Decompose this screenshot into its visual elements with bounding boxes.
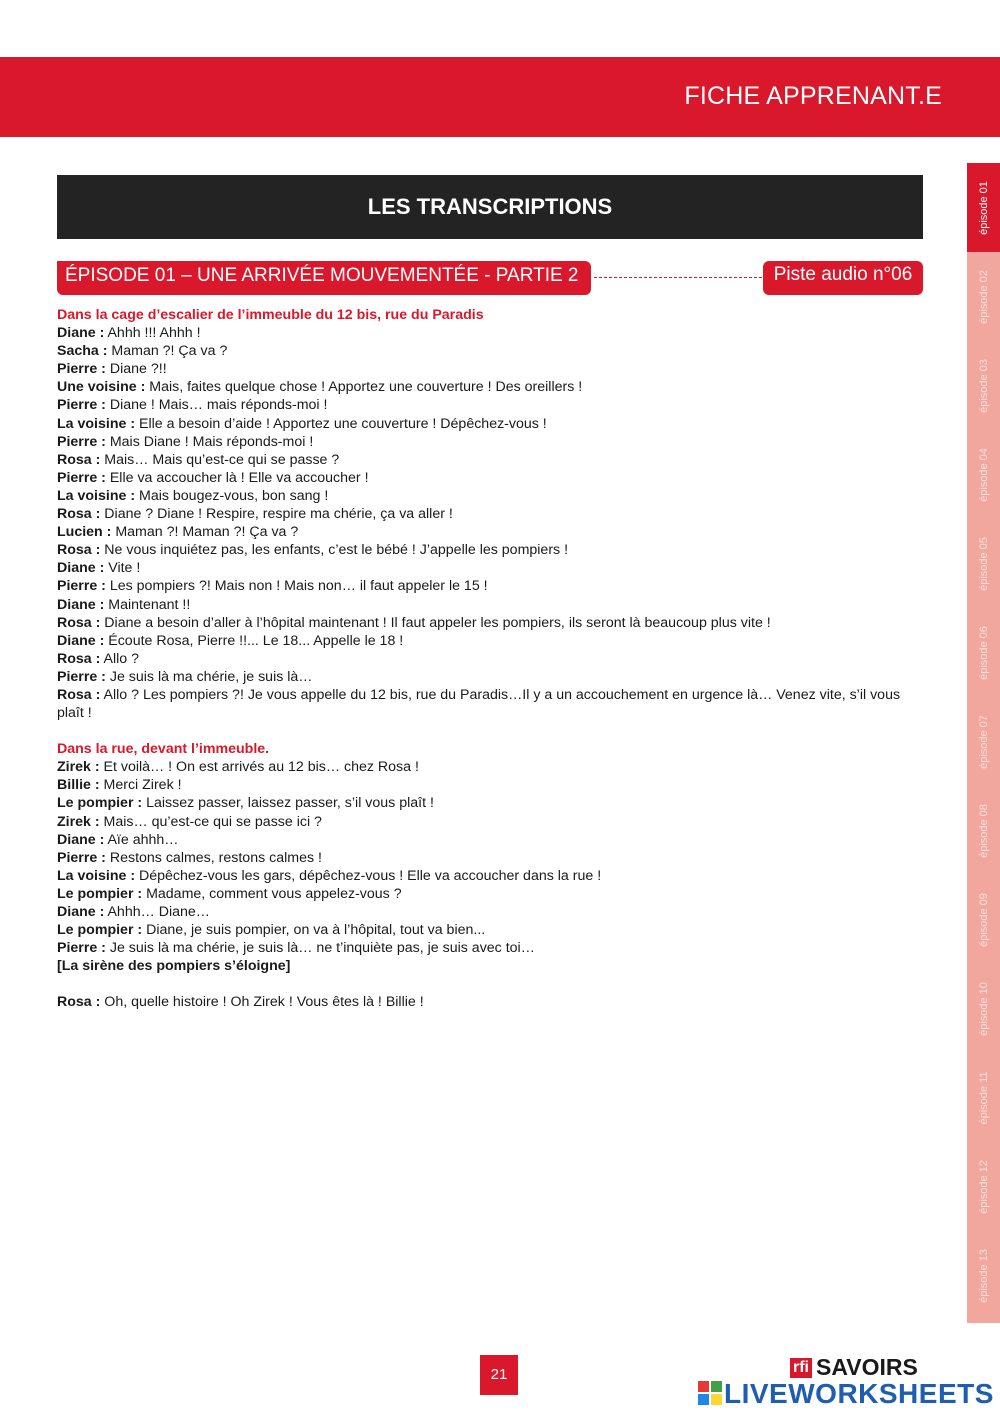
tab-episode-2[interactable] — [967, 252, 1000, 341]
dialogue-line — [57, 396, 927, 414]
tab-episode-5[interactable] — [967, 519, 1000, 608]
dialogue-line — [57, 668, 927, 686]
tab-episode-12[interactable] — [967, 1142, 1000, 1231]
speech: Merci Zirek ! — [99, 777, 182, 794]
transcript — [57, 306, 927, 1011]
speech: Aïe ahhh… — [104, 831, 179, 848]
speech: Restons calmes, restons calmes ! — [105, 849, 322, 866]
dialogue-line — [57, 831, 927, 849]
speaker: Diane : — [57, 831, 105, 848]
speech: Mais… Mais qu’est-ce qui se passe ? — [100, 451, 340, 468]
speaker: La voisine : — [57, 415, 136, 432]
tab-episode-1[interactable] — [967, 163, 1000, 252]
dialogue-line — [57, 469, 927, 487]
episode-title-text: ÉPISODE 01 – UNE ARRIVÉE MOUVEMENTÉE - PARTIE 2 — [65, 265, 579, 286]
speech: Je suis là ma chérie, je suis là… ne t’inquiète pas, je suis avec toi… — [105, 940, 535, 957]
speaker: Rosa : — [57, 451, 101, 468]
speech: Diane ?!! — [105, 361, 167, 378]
dialogue-line — [57, 614, 927, 632]
scene-lines — [57, 758, 927, 957]
speech: Elle a besoin d’aide ! Apportez une couverture ! Dépêchez-vous ! — [135, 415, 547, 432]
speaker: La voisine : — [57, 487, 136, 504]
speaker: Rosa : — [57, 542, 101, 559]
speech: Vite ! — [104, 560, 141, 577]
dialogue-line — [57, 415, 927, 433]
dialogue-line — [57, 813, 927, 831]
speech: Maintenant !! — [104, 596, 191, 613]
speech: Diane ! Mais… mais réponds-moi ! — [105, 397, 328, 414]
dialogue-line — [57, 921, 927, 939]
speaker: Diane : — [57, 632, 105, 649]
speech: Allo ? Les pompiers ?! Je vous appelle du 12 bis, rue du Paradis…Il y a un accouchement en urgence là… Venez vite, s’il vous plaît ! — [57, 686, 901, 722]
tab-episode-7[interactable] — [967, 697, 1000, 786]
tab-label: épisode 10 — [977, 981, 990, 1036]
tab-episode-8[interactable] — [967, 786, 1000, 875]
speech: Je suis là ma chérie, je suis là… — [105, 668, 313, 685]
episode-title — [57, 261, 591, 295]
dialogue-line — [57, 378, 927, 396]
tab-label: épisode 01 — [977, 180, 990, 235]
rfi-logo: rfi — [790, 1358, 812, 1378]
liveworksheets-text: LIVEWORKSHEETS — [724, 1378, 994, 1409]
dialogue-line — [57, 505, 927, 523]
speech: Ahhh… Diane… — [104, 904, 210, 920]
dialogue-line — [57, 487, 927, 505]
speaker: Rosa : — [57, 650, 101, 667]
speaker: Diane : — [57, 560, 105, 577]
speaker: Pierre : — [57, 940, 106, 957]
dialogue-line — [57, 433, 927, 451]
speaker: Pierre : — [57, 433, 106, 450]
tab-label: épisode 08 — [977, 803, 990, 858]
page-number: 21 — [480, 1355, 518, 1395]
speaker: Rosa : — [57, 614, 101, 631]
dialogue-line — [57, 523, 927, 541]
tab-label: épisode 13 — [977, 1248, 990, 1303]
speech: Madame, comment vous appelez-vous ? — [142, 885, 402, 902]
speech: Diane ? Diane ! Respire, respire ma chérie, ça va aller ! — [100, 506, 453, 523]
liveworksheets-icon — [698, 1381, 722, 1405]
speech: Diane a besoin d’aller à l’hôpital maintenant ! Il faut appeler les pompiers, ils seront là beaucoup plus vite ! — [100, 614, 771, 631]
tab-episode-6[interactable] — [967, 608, 1000, 697]
dialogue-line — [57, 342, 927, 360]
tab-label: épisode 12 — [977, 1159, 990, 1214]
episode-tabs — [967, 163, 1000, 1323]
dialogue-line — [57, 559, 927, 577]
speech: Mais… qu’est-ce qui se passe ici ? — [99, 813, 322, 830]
tab-label: épisode 04 — [977, 447, 990, 502]
speaker: Pierre : — [57, 361, 106, 378]
speaker: Zirek : — [57, 813, 100, 830]
speaker: Rosa : — [57, 994, 101, 1011]
dialogue-line — [57, 993, 927, 1011]
speaker: Diane : — [57, 325, 105, 342]
tab-label: épisode 07 — [977, 714, 990, 769]
dialogue-line — [57, 686, 927, 722]
tab-label: épisode 03 — [977, 358, 990, 413]
speaker: Le pompier : — [57, 795, 143, 812]
speech: Elle va accoucher là ! Elle va accoucher ! — [105, 469, 369, 486]
speaker: Le pompier : — [57, 885, 143, 902]
dialogue-line — [57, 596, 927, 614]
speaker: Pierre : — [57, 668, 106, 685]
speaker: La voisine : — [57, 867, 136, 884]
speaker: Pierre : — [57, 469, 106, 486]
speech: Et voilà… ! On est arrivés au 12 bis… chez Rosa ! — [99, 759, 419, 776]
speech: Diane, je suis pompier, on va à l’hôpital, tout va bien... — [142, 922, 486, 939]
tab-episode-13[interactable] — [967, 1231, 1000, 1320]
speech: Mais bougez-vous, bon sang ! — [135, 487, 329, 504]
speaker: Une voisine : — [57, 379, 146, 396]
audio-track-label[interactable]: Piste audio n°06 — [763, 261, 923, 295]
liveworksheets-logo — [698, 1378, 994, 1410]
tab-episode-11[interactable] — [967, 1053, 1000, 1142]
speech: Laissez passer, laissez passer, s’il vous plaît ! — [142, 795, 434, 812]
speaker: Zirek : — [57, 759, 100, 776]
dialogue-line — [57, 794, 927, 812]
speech: Mais Diane ! Mais réponds-moi ! — [105, 433, 314, 450]
tab-label: épisode 06 — [977, 625, 990, 680]
dialogue-line — [57, 849, 927, 867]
speaker: Pierre : — [57, 849, 106, 866]
tab-episode-4[interactable] — [967, 430, 1000, 519]
speech: Ne vous inquiétez pas, les enfants, c’est le bébé ! J’appelle les pompiers ! — [100, 542, 569, 559]
speech: Allo ? — [100, 650, 140, 667]
speech: Maman ?! Maman ?! Ça va ? — [111, 524, 299, 541]
dialogue-line — [57, 867, 927, 885]
dialogue-line — [57, 451, 927, 469]
speech: Écoute Rosa, Pierre !!... Le 18... Appelle le 18 ! — [104, 632, 404, 649]
stage-direction: [La sirène des pompiers s’éloigne] — [57, 958, 291, 975]
dialogue-line — [57, 885, 927, 903]
speaker: Billie : — [57, 777, 100, 794]
speaker: Diane : — [57, 904, 105, 920]
dialogue-line — [57, 758, 927, 776]
dialogue-line — [57, 324, 927, 342]
dashed-connector — [594, 277, 762, 278]
speaker: Le pompier : — [57, 922, 143, 939]
speech: Mais, faites quelque chose ! Apportez une couverture ! Des oreillers ! — [145, 379, 583, 396]
speech: Ahhh !!! Ahhh ! — [104, 325, 201, 342]
section-title: LES TRANSCRIPTIONS — [367, 194, 613, 219]
dialogue-line — [57, 776, 927, 794]
savoirs-text: SAVOIRS — [816, 1354, 918, 1380]
dialogue-line — [57, 541, 927, 559]
speaker: Pierre : — [57, 397, 106, 414]
speaker: Rosa : — [57, 686, 101, 703]
scene-heading: Dans la rue, devant l’immeuble. — [57, 741, 270, 758]
dialogue-line — [57, 650, 927, 668]
rfi-savoirs-logo — [790, 1354, 918, 1381]
tab-label: épisode 11 — [977, 1070, 990, 1125]
dialogue-line — [57, 577, 927, 595]
speech: Les pompiers ?! Mais non ! Mais non… il faut appeler le 15 ! — [105, 578, 488, 595]
tab-label: épisode 05 — [977, 536, 990, 591]
speaker: Lucien : — [57, 524, 112, 541]
tab-episode-9[interactable] — [967, 875, 1000, 964]
speech: Maman ?! Ça va ? — [107, 343, 228, 360]
speech: Oh, quelle histoire ! Oh Zirek ! Vous êtes là ! Billie ! — [100, 994, 424, 1011]
tab-label: épisode 02 — [977, 269, 990, 324]
dialogue-line — [57, 939, 927, 957]
dialogue-line — [57, 903, 927, 921]
speaker: Pierre : — [57, 578, 106, 595]
header-title: FICHE APPRENANT.E — [684, 82, 942, 110]
scene-heading: Dans la cage d’escalier de l’immeuble du 12 bis, rue du Paradis — [57, 307, 484, 323]
speech: Dépêchez-vous les gars, dépêchez-vous ! Elle va accoucher dans la rue ! — [135, 867, 602, 884]
tab-label: épisode 09 — [977, 892, 990, 947]
speaker: Diane : — [57, 596, 105, 613]
tab-episode-3[interactable] — [967, 341, 1000, 430]
speaker: Rosa : — [57, 506, 101, 523]
dialogue-line — [57, 632, 927, 650]
speaker: Sacha : — [57, 343, 108, 360]
scene-lines — [57, 324, 927, 722]
tab-episode-10[interactable] — [967, 964, 1000, 1053]
dialogue-line — [57, 360, 927, 378]
